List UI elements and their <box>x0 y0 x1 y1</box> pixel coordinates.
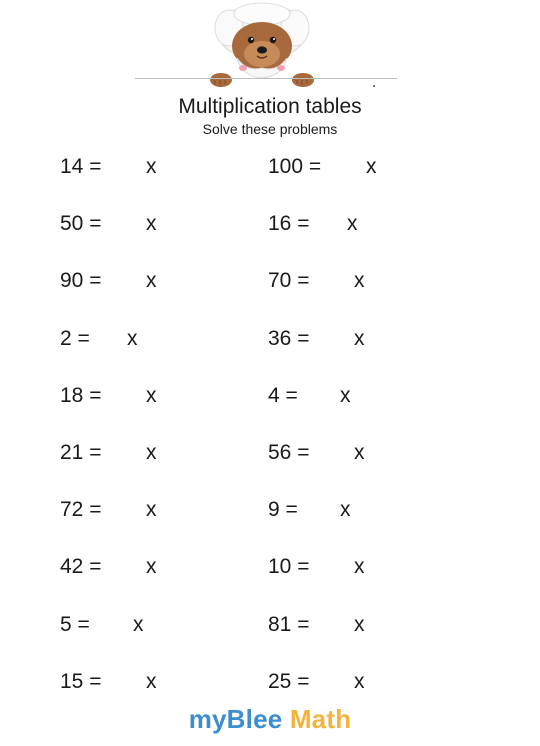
problem-lhs: 36 = <box>268 326 310 350</box>
problem-lhs: 18 = <box>60 383 102 407</box>
problem <box>268 552 438 609</box>
problem-lhs: 90 = <box>60 269 102 293</box>
problem <box>60 381 230 438</box>
page-subtitle: Solve these problems <box>202 121 338 137</box>
problem <box>60 324 230 381</box>
problem-lhs: 10 = <box>268 555 310 579</box>
dog-mascot-icon <box>207 2 317 88</box>
times-symbol: x <box>146 555 157 579</box>
problem-lhs: 2 = <box>60 326 90 350</box>
times-symbol: x <box>354 669 365 693</box>
problem-lhs: 42 = <box>60 555 102 579</box>
problem-lhs: 50 = <box>60 212 102 236</box>
problem-lhs: 56 = <box>268 440 310 464</box>
problem-lhs: 100 = <box>268 155 322 178</box>
times-symbol: x <box>366 155 377 178</box>
problem <box>60 438 230 495</box>
problem-lhs: 21 = <box>60 440 102 464</box>
brand-name-part2: Math <box>289 704 352 734</box>
problem <box>268 610 438 667</box>
times-symbol: x <box>354 269 365 293</box>
times-symbol: x <box>354 555 365 579</box>
problem <box>60 495 230 552</box>
times-symbol: x <box>146 155 157 178</box>
times-symbol: x <box>354 326 365 350</box>
times-symbol: x <box>340 498 351 522</box>
problem-lhs: 81 = <box>268 612 310 636</box>
times-symbol: x <box>354 440 365 464</box>
header-divider <box>135 78 397 79</box>
brand-logo <box>0 704 540 735</box>
header-divider-dot <box>373 85 375 87</box>
problem <box>60 209 230 266</box>
times-symbol: x <box>146 269 157 293</box>
problem <box>60 152 230 209</box>
times-symbol: x <box>146 212 157 236</box>
problem <box>60 552 230 609</box>
problem <box>60 610 230 667</box>
times-symbol: x <box>146 440 157 464</box>
brand-name-part1: myBlee <box>188 704 283 734</box>
problem <box>268 438 438 495</box>
problem <box>268 266 438 323</box>
problems-left-column <box>60 152 230 724</box>
problem-lhs: 9 = <box>268 498 298 522</box>
times-symbol: x <box>340 383 351 407</box>
times-symbol: x <box>146 383 157 407</box>
times-symbol: x <box>127 326 138 350</box>
problem-lhs: 16 = <box>268 212 310 236</box>
problem-lhs: 15 = <box>60 669 102 693</box>
problem <box>268 152 438 209</box>
problem <box>268 495 438 552</box>
problem-lhs: 25 = <box>268 669 310 693</box>
page-title: Multiplication tables <box>178 95 362 118</box>
problem-lhs: 14 = <box>60 155 102 178</box>
times-symbol: x <box>133 612 144 636</box>
problem <box>60 266 230 323</box>
times-symbol: x <box>146 669 157 693</box>
problem <box>268 324 438 381</box>
times-symbol: x <box>347 212 358 236</box>
problem <box>268 209 438 266</box>
times-symbol: x <box>146 498 157 522</box>
times-symbol: x <box>354 612 365 636</box>
problem-lhs: 5 = <box>60 612 90 636</box>
problem-lhs: 72 = <box>60 498 102 522</box>
problems-right-column <box>268 152 438 724</box>
problem <box>268 381 438 438</box>
problem-lhs: 70 = <box>268 269 310 293</box>
problem-lhs: 4 = <box>268 383 298 407</box>
